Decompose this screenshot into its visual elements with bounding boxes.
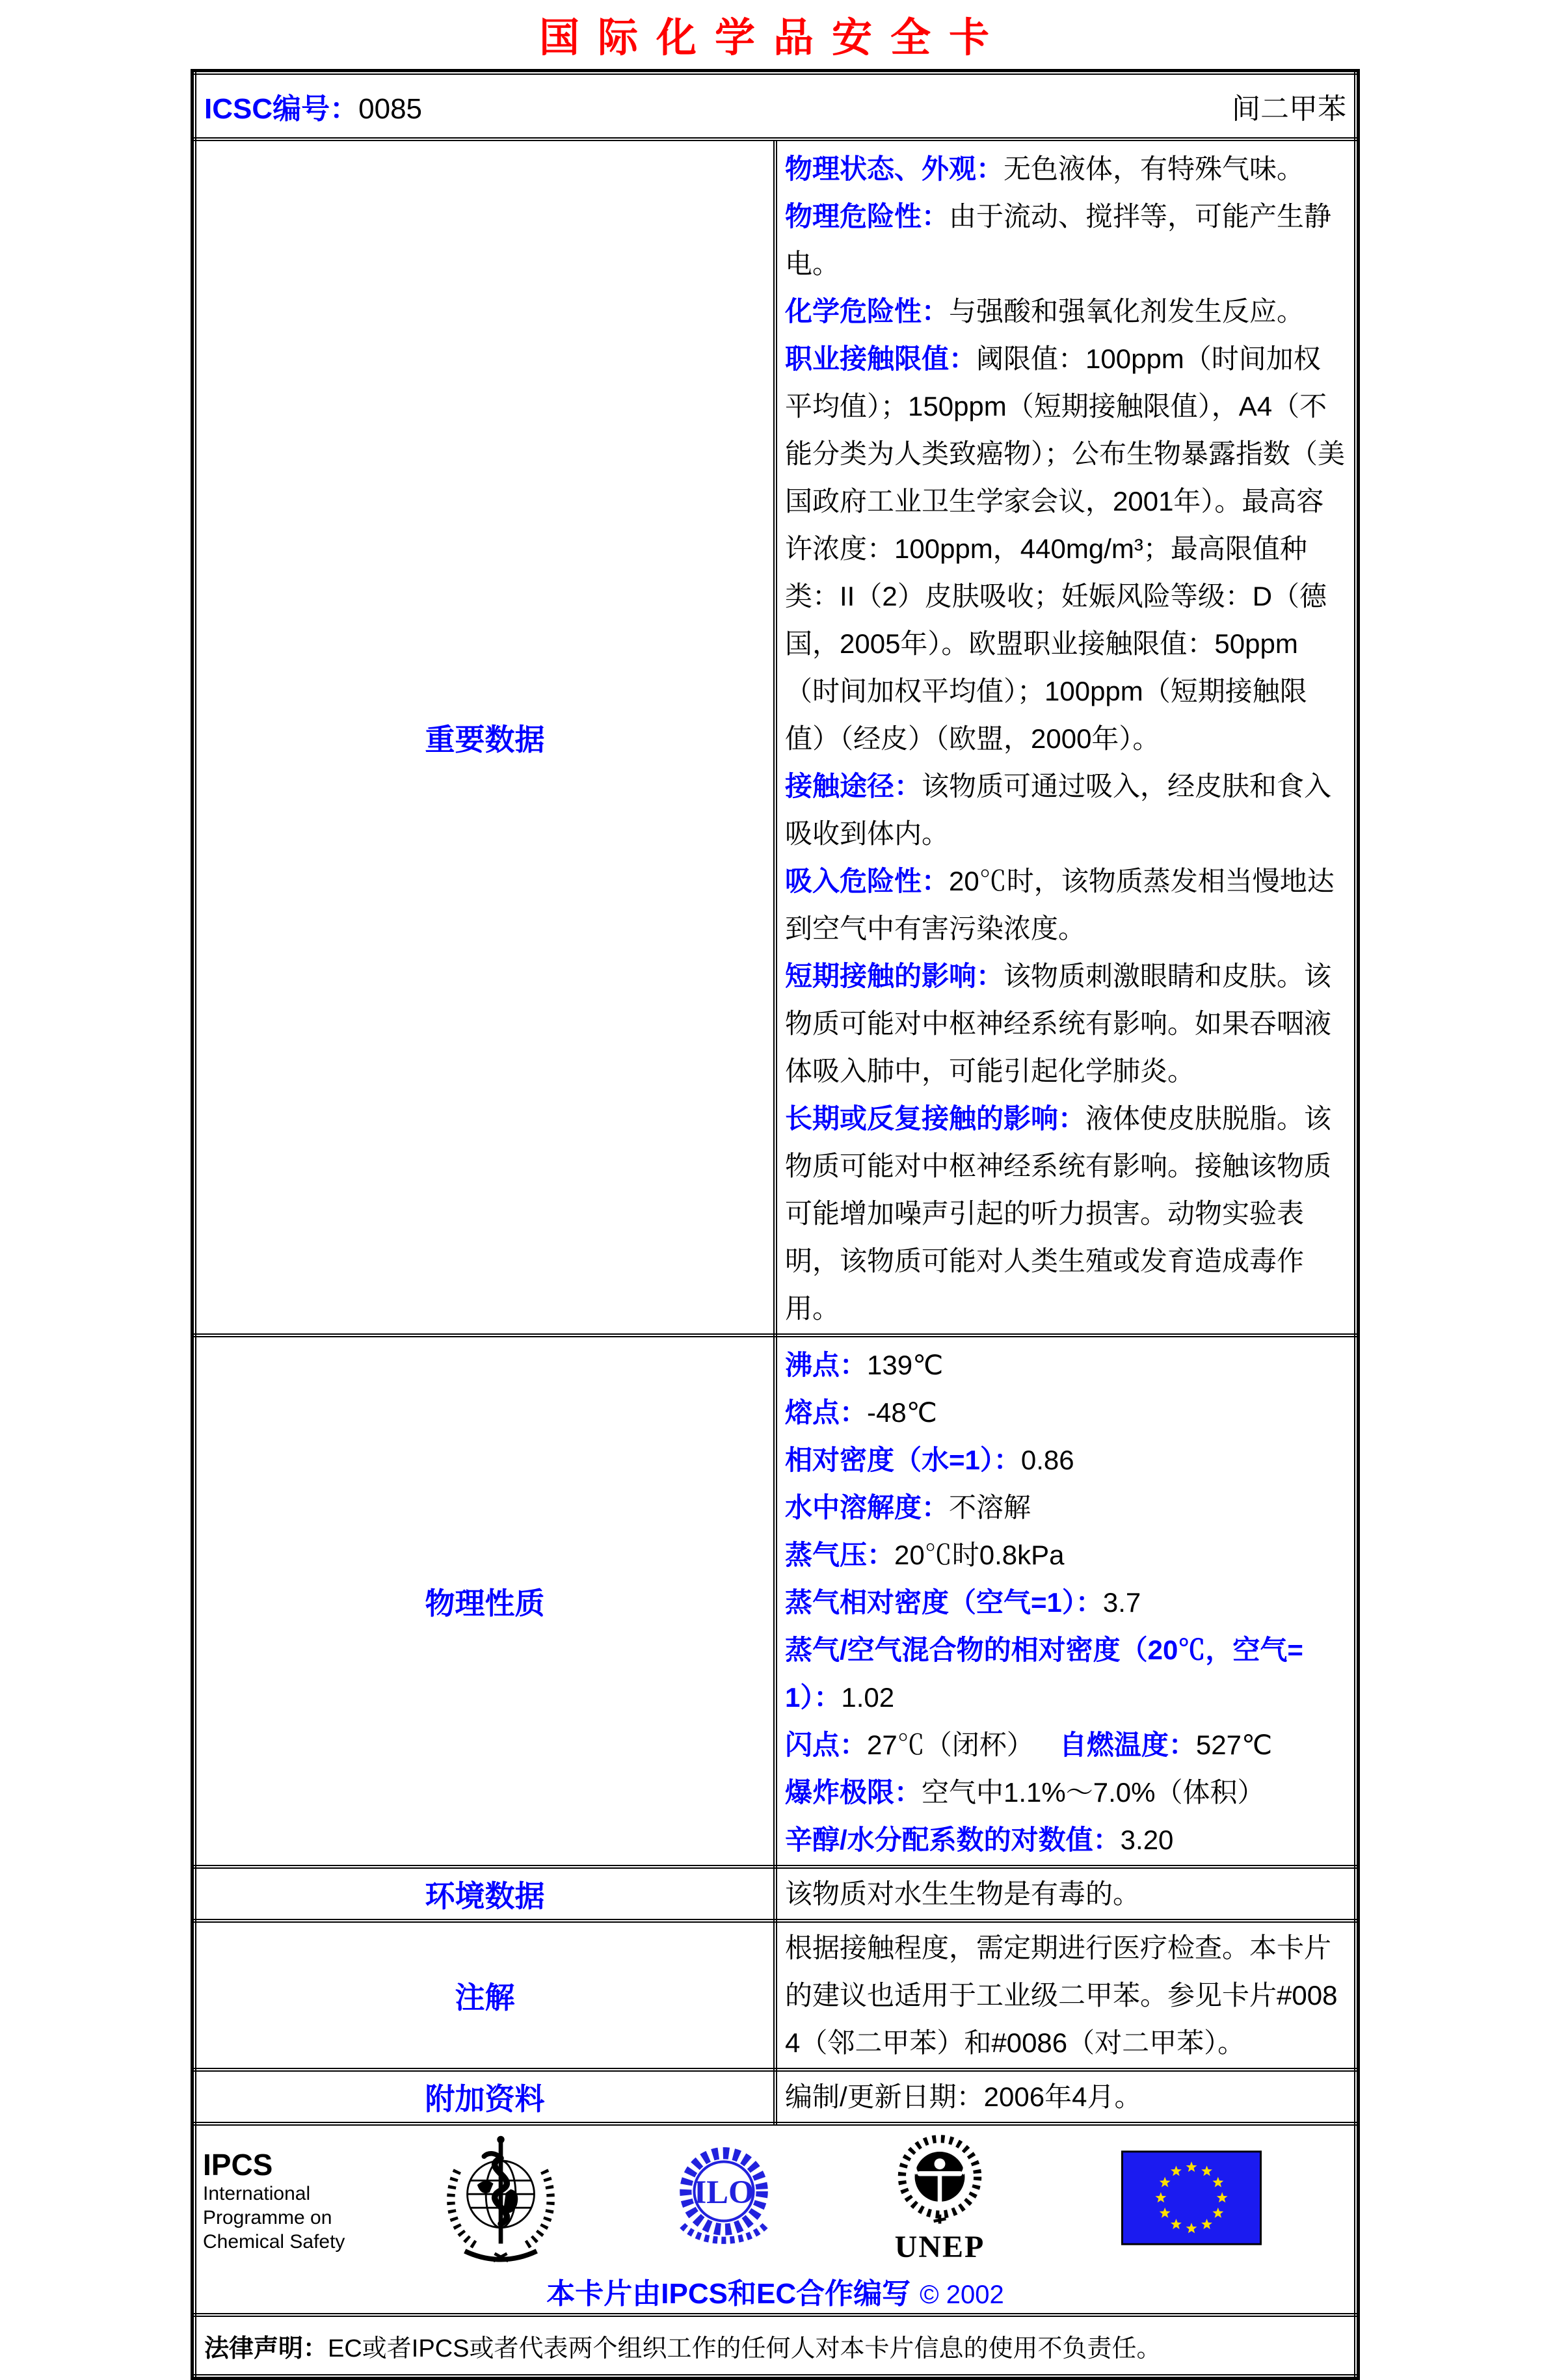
ipcs-abbr: IPCS: [203, 2148, 273, 2182]
physical-item: [785, 1579, 1345, 1626]
field-label: 吸入危险性：: [785, 866, 950, 896]
header-row: [194, 73, 1356, 139]
field-value: 该物质刺激眼睛和皮肤。该物质可能对中枢神经系统有影响。如果吞咽液体吸入肺中，可能引起化学肺炎。: [785, 961, 1332, 1086]
field-value: 无色液体，有特殊气味。: [1004, 154, 1305, 184]
field-label: 爆炸极限：: [785, 1777, 922, 1808]
icsc-number-label: ICSC编号：: [204, 93, 359, 125]
environmental-data-text: 该物质对水生生物是有毒的。: [785, 1879, 1141, 1909]
physical-item: [785, 1341, 1345, 1389]
additional-info-label: 附加资料: [194, 2070, 775, 2124]
important-item: [785, 193, 1345, 287]
physical-item: [785, 1436, 1345, 1484]
legal-label: 法律声明：: [204, 2334, 328, 2362]
ipcs-block: [203, 2148, 345, 2254]
eu-flag-icon: [1121, 2150, 1262, 2245]
ilo-logo-icon: [662, 2141, 786, 2253]
notes-row: [194, 1921, 1356, 2070]
physical-properties-label: 物理性质: [194, 1335, 775, 1867]
field-value: 1.02: [841, 1682, 895, 1713]
physical-item: [785, 1816, 1345, 1864]
important-data-row: [194, 139, 1356, 1335]
field-value: 该物质可通过吸入，经皮肤和食入吸收到体内。: [785, 771, 1332, 849]
physical-item: [785, 1626, 1345, 1721]
physical-item: [785, 1531, 1345, 1579]
page-title: 国际化学品安全卡: [538, 16, 1007, 60]
field-value: 空气中1.1%～7.0%（体积）: [922, 1777, 1265, 1808]
copyright-text: © 2002: [920, 2280, 1004, 2309]
field-label: 辛醇/水分配系数的对数值：: [785, 1825, 1121, 1855]
additional-info-text: 编制/更新日期：2006年4月。: [785, 2081, 1142, 2112]
important-item: [785, 1095, 1345, 1332]
important-data-label: 重要数据: [194, 139, 775, 1335]
additional-info-row: [194, 2070, 1356, 2124]
flash-point: [785, 1721, 1059, 1769]
credit-line: [196, 2270, 1354, 2312]
important-data-content: [785, 145, 1345, 1332]
physical-properties-row: [194, 1335, 1356, 1867]
field-label: 自燃温度：: [1059, 1730, 1196, 1760]
field-label: 物理状态、外观：: [785, 154, 1004, 184]
field-label: 物理危险性：: [785, 201, 950, 232]
field-label: 闪点：: [785, 1730, 868, 1760]
field-value: 与强酸和强氧化剂发生反应。: [949, 296, 1305, 327]
autoignition-temperature: [1059, 1721, 1334, 1769]
field-label: 沸点：: [785, 1350, 868, 1380]
field-value: 阈限值：100ppm（时间加权平均值）；150ppm（短期接触限值），A4（不能分类为人类致癌物）；公布生物暴露指数（美国政府工业卫生学家会议，2001年）。最高容许浓度：100ppm，440mg/m³；最高限值种类：II（2）皮肤吸收；妊娠风险等级：D（德国，2005年）。欧盟职业接触限值：50ppm（时间加权平均值）；100ppm（短期接触限值）（经皮）（欧盟，2000年）。: [785, 343, 1346, 754]
field-value: 20℃时0.8kPa: [894, 1540, 1065, 1570]
notes-text: 根据接触程度，需定期进行医疗检查。本卡片的建议也适用于工业级二甲苯。参见卡片#0084（邻二甲苯）和#0086（对二甲苯）。: [785, 1932, 1338, 2058]
field-label: 蒸气/空气混合物的相对密度（20℃，空气=1）：: [785, 1635, 1303, 1713]
field-value: 0.86: [1020, 1445, 1074, 1475]
chemical-name: 间二甲苯: [1232, 93, 1346, 125]
important-item: [785, 145, 1345, 193]
notes-label: 注解: [194, 1921, 775, 2070]
field-label: 长期或反复接触的影响：: [785, 1103, 1086, 1134]
unep-logo: [884, 2132, 995, 2265]
important-item: [785, 335, 1345, 762]
important-item: [785, 287, 1345, 335]
field-value: 3.7: [1102, 1587, 1141, 1618]
icsc-card: [191, 69, 1360, 2380]
field-value: 由于流动、搅拌等，可能产生静电。: [785, 201, 1332, 279]
field-label: 蒸气压：: [785, 1540, 895, 1570]
unep-emblem-icon: [888, 2132, 992, 2230]
who-logo-icon: [438, 2132, 563, 2262]
field-label: 水中溶解度：: [785, 1492, 950, 1523]
important-item: [785, 762, 1345, 857]
field-label: 职业接触限值：: [785, 343, 977, 374]
credit-text: 本卡片由IPCS和EC合作编写: [546, 2278, 911, 2310]
ipcs-line: Chemical Safety: [203, 2231, 345, 2253]
field-label: 熔点：: [785, 1397, 868, 1428]
field-label: 化学危险性：: [785, 296, 950, 327]
organizations-row: [194, 2124, 1356, 2315]
legal-row: [194, 2315, 1356, 2376]
field-value: 3.20: [1120, 1825, 1174, 1855]
environmental-data-row: [194, 1867, 1356, 1921]
field-value: 20℃时，该物质蒸发相当慢地达到空气中有害污染浓度。: [785, 866, 1335, 944]
important-item: [785, 952, 1345, 1095]
important-item: [785, 857, 1345, 952]
field-label: 蒸气相对密度（空气=1）：: [785, 1587, 1103, 1618]
field-value: 液体使皮肤脱脂。该物质可能对中枢神经系统有影响。接触该物质可能增加噪声引起的听力损害。动物实验表明，该物质可能对人类生殖或发育造成毒作用。: [785, 1103, 1332, 1324]
ipcs-line: International: [203, 2183, 311, 2204]
field-value: 27℃（闭杯）: [867, 1730, 1034, 1760]
legal-value: EC或者IPCS或者代表两个组织工作的任何人对本卡片信息的使用不负责任。: [328, 2334, 1162, 2362]
physical-item: [785, 1769, 1345, 1816]
legal-notice: [204, 2328, 1346, 2364]
physical-item-flash-autoignition: [785, 1721, 1345, 1769]
field-label: 接触途径：: [785, 771, 922, 801]
physical-item: [785, 1389, 1345, 1436]
field-value: 527℃: [1195, 1730, 1273, 1760]
physical-properties-content: [785, 1341, 1345, 1864]
field-label: 短期接触的影响：: [785, 961, 1004, 991]
field-value: 不溶解: [949, 1492, 1031, 1523]
unep-logo-text: UNEP: [894, 2230, 985, 2264]
environmental-data-label: 环境数据: [194, 1867, 775, 1921]
field-value: 139℃: [867, 1350, 944, 1380]
icsc-number-value: 0085: [358, 93, 423, 125]
field-value: -48℃: [867, 1397, 937, 1428]
field-label: 相对密度（水=1）：: [785, 1445, 1021, 1475]
ipcs-line: Programme on: [203, 2207, 332, 2228]
physical-item: [785, 1484, 1345, 1531]
svg-text:ILO: ILO: [693, 2174, 754, 2211]
icsc-number-group: [204, 85, 422, 127]
